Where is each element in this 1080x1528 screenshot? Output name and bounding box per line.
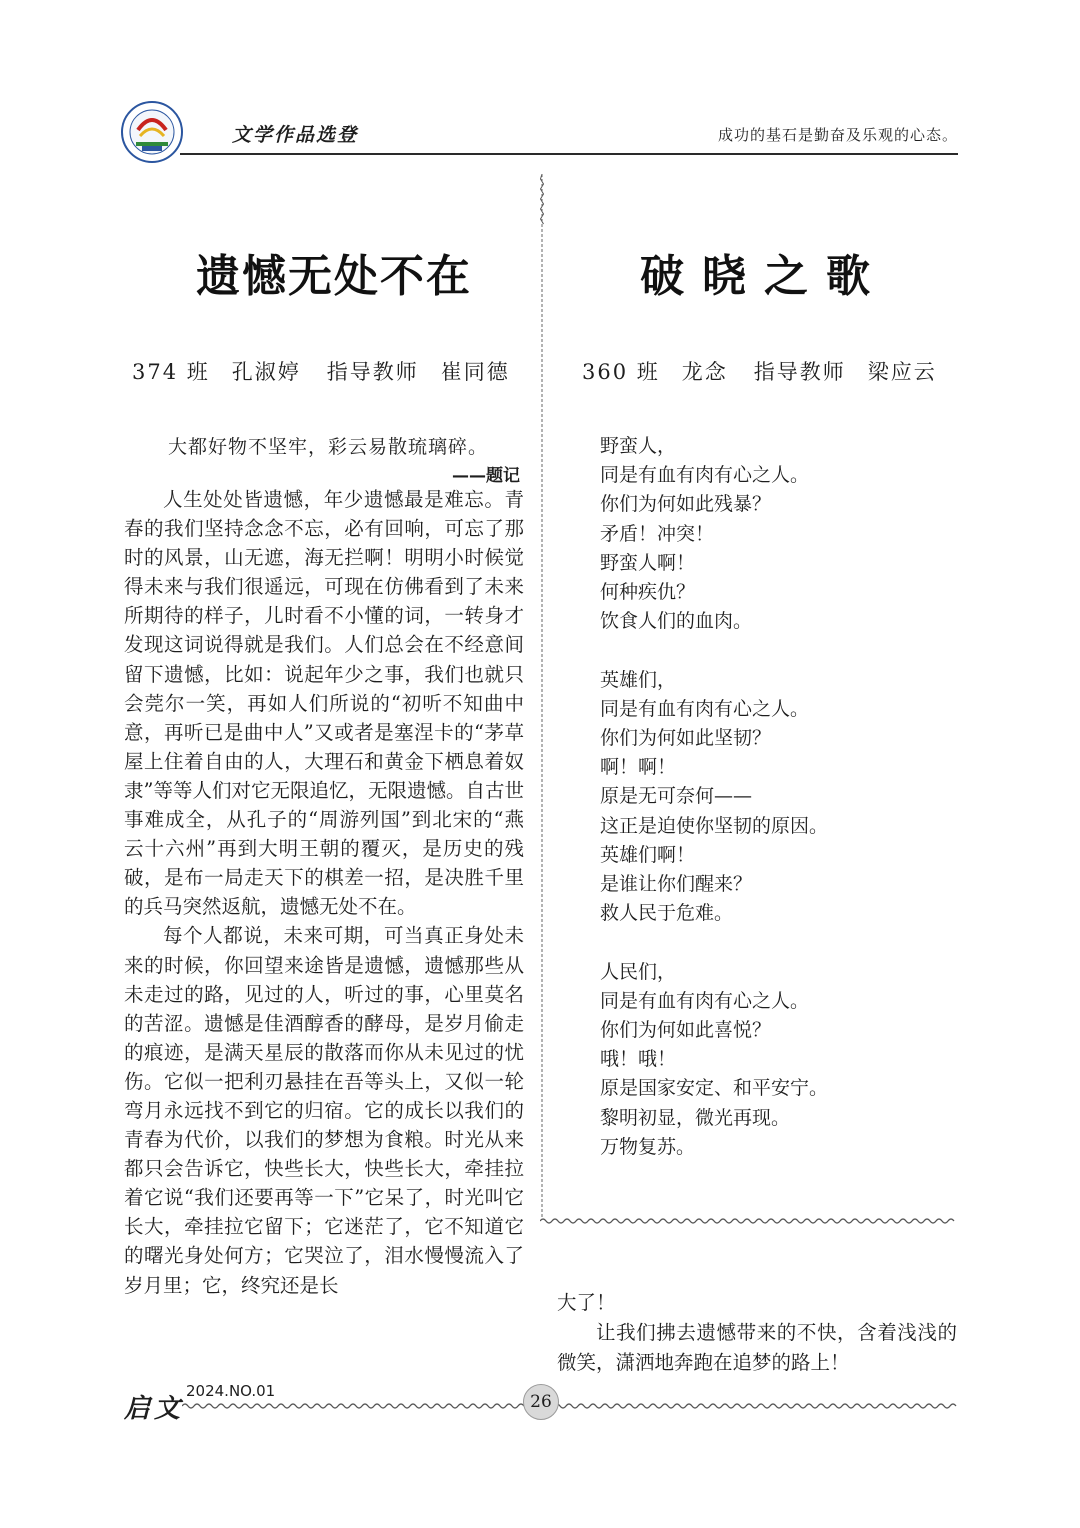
poem <box>600 432 828 1191</box>
poem-line: 矛盾！冲突！ <box>600 522 715 545</box>
poem-line: 同是有血有肉有心之人。 <box>600 697 810 720</box>
left-article-title: 遗憾无处不在 <box>196 251 472 302</box>
poem-line: 你们为何如此喜悦？ <box>600 1019 772 1042</box>
right-article-byline <box>582 356 937 386</box>
poem-stanza-1 <box>600 432 828 636</box>
continuation-line: 大了！ <box>557 1291 616 1314</box>
left-advisor: 崔同德 <box>440 360 510 384</box>
poem-line: 你们为何如此残暴？ <box>600 493 772 516</box>
footer-rule <box>182 1400 958 1412</box>
right-advisor: 梁应云 <box>867 360 937 384</box>
poem-line: 原是无可奈何—— <box>600 785 753 808</box>
page-number: 26 <box>523 1384 559 1420</box>
continuation-paragraph: 让我们拂去遗憾带来的不快，含着浅浅的微笑，潇洒地奔跑在追梦的路上！ <box>557 1321 957 1374</box>
left-advisor-label: 指导教师 <box>326 360 419 384</box>
poem-line: 英雄们啊！ <box>600 843 696 866</box>
magazine-brand: 启文 <box>124 1394 185 1424</box>
poem-stanza-2 <box>600 666 828 929</box>
school-logo <box>120 100 184 164</box>
epigraph: 大都好物不坚牢，彩云易散琉璃碎。 <box>168 436 489 458</box>
poem-line: 你们为何如此坚韧？ <box>600 727 772 750</box>
poem-line: 英雄们， <box>600 668 677 691</box>
right-author: 龙念 <box>681 360 728 384</box>
body-paragraph: 人生处处皆遗憾，年少遗憾最是难忘。青春的我们坚持念念不忘，必有回响，可忘了那时的风景，山无遮，海无拦啊！明明小时候觉得未来与我们很遥远，可现在仿佛看到了未来所期待的样子，儿时看不小懂的词，一转身才发现这词说得就是我们。人们总会在不经意间留下遗憾，比如：说起年少之事，我们也就只会莞尔一笑，再如人们所说的“初听不知曲中意，再听已是曲中人”又或者是塞涅卡的“茅草屋上住着自由的人，大理石和黄金下栖息着奴隶”等等人们对它无限追忆，无限遗憾。自古世事难成全，从孔子的“周游列国”到北宋的“燕云十六州”再到大明王朝的覆灭，是历史的残破，是布一局走天下的棋差一招，是决胜千里的兵马突然返航，遗憾无处不在。 <box>124 488 524 919</box>
right-article-title: 破晓之歌 <box>640 251 888 302</box>
poem-line: 哦！哦！ <box>600 1048 677 1071</box>
column-divider <box>540 174 544 1220</box>
poem-line: 黎明初显，微光再现。 <box>600 1106 791 1129</box>
left-article-continuation <box>557 1288 957 1378</box>
header-motto: 成功的基石是勤奋及乐观的心态。 <box>717 126 958 144</box>
poem-line: 人民们， <box>600 960 677 983</box>
poem-end-rule <box>540 1214 958 1228</box>
section-title: 文学作品选登 <box>232 124 359 146</box>
poem-stanza-3 <box>600 958 828 1162</box>
issue-number: 2024.NO.01 <box>186 1382 276 1400</box>
right-advisor-label: 指导教师 <box>753 360 846 384</box>
body-paragraph: 每个人都说，未来可期，可当真正身处未来的时候，你回望来途皆是遗憾，遗憾那些从未走过的路，见过的人，听过的事，心里莫名的苦涩。遗憾是佳酒醇香的酵母，是岁月偷走的痕迹，是满天星辰的散落而你从未见过的忧伤。它似一把利刃悬挂在吾等头上，又似一轮弯月永远找不到它的归宿。它的成长以我们的青春为代价，以我们的梦想为食粮。时光从来都只会告诉它，快些长大，快些长大，牵挂拉着它说“我们还要再等一下”它呆了，时光叫它长大，牵挂拉它留下；它迷茫了，它不知道它的曙光身处何方；它哭泣了，泪水慢慢流入了岁月里；它，终究还是长 <box>124 924 524 1297</box>
poem-line: 同是有血有肉有心之人。 <box>600 989 810 1012</box>
poem-line: 万物复苏。 <box>600 1135 696 1158</box>
left-article-body <box>124 485 524 1300</box>
poem-line: 同是有血有肉有心之人。 <box>600 464 810 487</box>
poem-line: 野蛮人， <box>600 435 677 457</box>
poem-line: 饮食人们的血肉。 <box>600 610 753 633</box>
poem-line: 原是国家安定、和平安宁。 <box>600 1077 829 1100</box>
right-class: 360 班 <box>582 360 660 384</box>
poem-line: 这正是迫使你坚韧的原因。 <box>600 814 829 837</box>
header-rule <box>180 153 958 155</box>
left-article-byline <box>132 356 510 386</box>
left-class: 374 班 <box>132 360 210 384</box>
poem-line: 啊！啊！ <box>600 756 677 779</box>
poem-line: 救人民于危难。 <box>600 902 734 925</box>
poem-line: 野蛮人啊！ <box>600 551 696 574</box>
poem-line: 是谁让你们醒来？ <box>600 873 753 896</box>
poem-line: 何种疾仇？ <box>600 581 696 604</box>
epigraph-attribution: ——题记 <box>452 466 520 486</box>
left-author: 孔淑婷 <box>231 360 301 384</box>
